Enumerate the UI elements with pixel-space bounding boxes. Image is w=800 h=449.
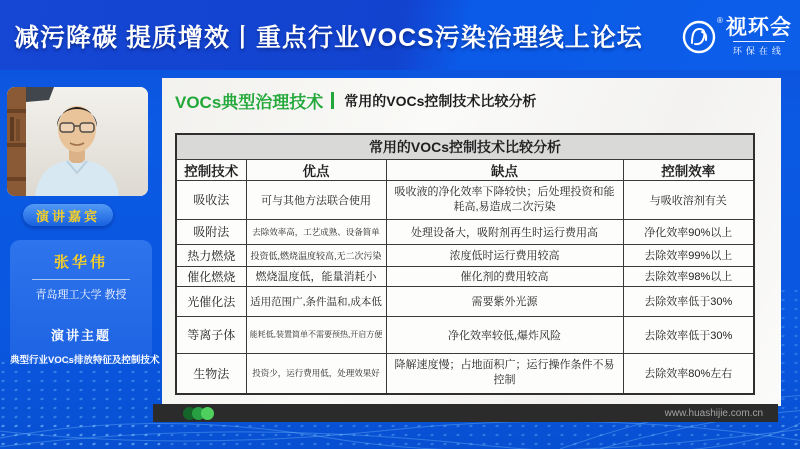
speaker-badge xyxy=(23,204,113,226)
brand-logo xyxy=(682,16,792,57)
table-cell: 去除效率80%左右 xyxy=(623,353,754,394)
speaker-info-card xyxy=(10,240,160,366)
table-cell: 吸收法 xyxy=(176,180,246,219)
table-cell: 净化效率90%以上 xyxy=(623,219,754,244)
table-cell: 燃烧温度低，能量消耗小 xyxy=(246,266,386,286)
col-header: 控制效率 xyxy=(623,159,754,180)
table-row xyxy=(176,266,754,286)
table-cell: 光催化法 xyxy=(176,286,246,316)
table-cell: 去除效率高，工艺成熟、设备简单 xyxy=(246,219,386,244)
site-url: www.huashijie.com.cn xyxy=(664,407,763,419)
table-cell: 需要紫外光源 xyxy=(386,286,623,316)
status-dots-icon xyxy=(183,407,217,420)
table-header-row xyxy=(176,159,754,180)
divider xyxy=(32,279,130,280)
header-banner xyxy=(0,0,800,70)
event-title: 减污降碳 提质增效丨重点行业VOCS污染治理线上论坛 xyxy=(14,24,643,52)
registered-mark: ® xyxy=(717,16,723,25)
col-header: 控制技术 xyxy=(176,159,246,180)
brand-tagline: 环保在线 xyxy=(733,41,785,57)
speaker-affiliation: 青岛理工大学 教授 xyxy=(35,289,127,301)
table-cell: 吸附法 xyxy=(176,219,246,244)
table-cell: 浓度低时运行费用较高 xyxy=(386,244,623,266)
col-header: 优点 xyxy=(246,159,386,180)
table-row xyxy=(176,353,754,394)
table-title: 常用的VOCs控制技术比较分析 xyxy=(176,134,754,159)
table-cell: 催化剂的费用较高 xyxy=(386,266,623,286)
speaker-video xyxy=(7,87,148,196)
speaker-badge-label: 演讲嘉宾 xyxy=(35,208,100,224)
col-header: 缺点 xyxy=(386,159,623,180)
topic-label: 演讲主题 xyxy=(50,328,111,343)
table-cell: 投资低,燃烧温度较高,无二次污染 xyxy=(246,244,386,266)
slide-section-title: VOCs典型治理技术 xyxy=(175,93,324,112)
table-cell: 去除效率低于30% xyxy=(623,316,754,353)
speaker-portrait xyxy=(7,87,148,196)
table-cell: 去除效率98%以上 xyxy=(623,266,754,286)
slide-header xyxy=(175,88,536,113)
table-row xyxy=(176,316,754,353)
topic-text: 典型行业VOCs排放特征及控制技术 xyxy=(10,355,160,366)
table-cell: 与吸收溶剂有关 xyxy=(623,180,754,219)
table-row xyxy=(176,244,754,266)
brand-icon xyxy=(682,20,716,54)
table-cell: 去除效率低于30% xyxy=(623,286,754,316)
table-cell: 生物法 xyxy=(176,353,246,394)
table-cell: 降解速度慢；占地面积广；运行操作条件不易控制 xyxy=(386,353,623,394)
table-row xyxy=(176,180,754,219)
table-row xyxy=(176,219,754,244)
table-cell: 净化效率较低,爆炸风险 xyxy=(386,316,623,353)
table-cell: 可与其他方法联合使用 xyxy=(246,180,386,219)
table-cell: 处理设备大，吸附剂再生时运行费用高 xyxy=(386,219,623,244)
table-cell: 适用范围广,条件温和,成本低 xyxy=(246,286,386,316)
table-row xyxy=(176,286,754,316)
table-cell: 去除效率99%以上 xyxy=(623,244,754,266)
table-title-row xyxy=(176,134,754,159)
slide-panel xyxy=(162,78,781,406)
table-cell: 吸收液的净化效率下降较快；后处理投资和能耗高,易造成二次污染 xyxy=(386,180,623,219)
slide-subtitle: 常用的VOCs控制技术比较分析 xyxy=(344,92,537,109)
table-cell: 投资少，运行费用低，处理效果好 xyxy=(246,353,386,394)
player-bar xyxy=(153,404,778,422)
table-cell: 热力燃烧 xyxy=(176,244,246,266)
table-cell: 等离子体 xyxy=(176,316,246,353)
table-cell: 能耗低,装置简单不需要预热,开启方便 xyxy=(246,316,386,353)
table-cell: 催化燃烧 xyxy=(176,266,246,286)
green-bar-divider xyxy=(331,92,334,109)
speaker-name: 张华伟 xyxy=(53,254,108,271)
comparison-table xyxy=(175,133,755,395)
brand-name: 视环会 xyxy=(725,16,792,39)
